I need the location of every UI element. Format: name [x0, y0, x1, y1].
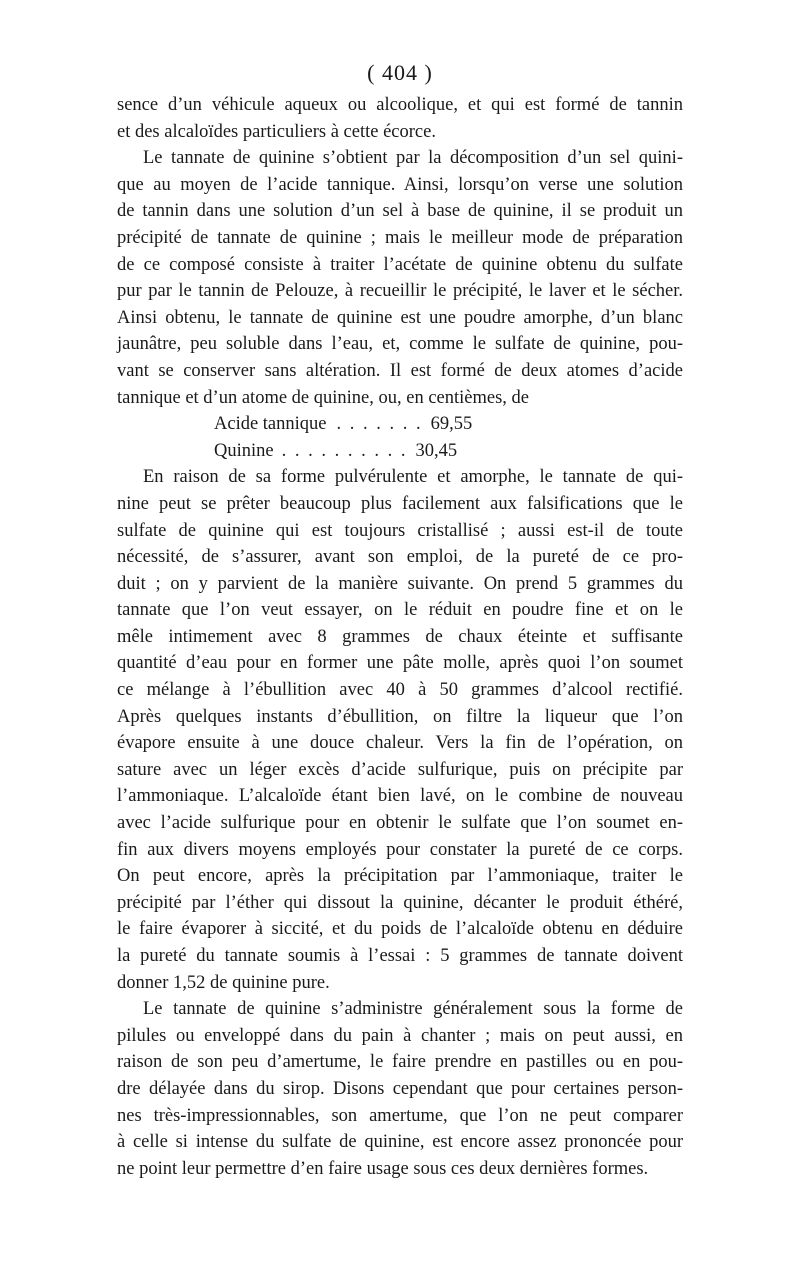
body-text: [117, 92, 683, 1182]
text-line: sence d’un véhicule aqueux ou alcoolique, et qui est formé de tannin: [117, 95, 683, 115]
paragraph: [117, 464, 683, 996]
text-line: pilules ou enveloppé dans du pain à chanter ; mais on peut aussi, en: [117, 1025, 683, 1046]
paragraph: [117, 996, 683, 1182]
text-line: quantité d’eau pour en former une pâte molle, après quoi l’on soumet: [117, 653, 683, 674]
text-line: l’ammoniaque. L’alcaloïde étant bien lavé, on le combine de nouveau: [117, 786, 683, 807]
text-line: nine peut se prêter beaucoup plus facilement aux falsifications que le: [117, 493, 683, 514]
composition-label: Acide tannique: [214, 414, 327, 435]
composition-table: [117, 411, 683, 464]
text-line: sulfate de quinine qui est toujours cristallisé ; aussi est-il de toute: [117, 520, 683, 541]
text-line: vant se conserver sans altération. Il est formé de deux atomes d’acide: [117, 360, 683, 381]
text-line: et des alcaloïdes particuliers à cette écorce.: [117, 121, 436, 142]
composition-row: [117, 411, 683, 438]
composition-dots: . . . . . . .: [336, 414, 423, 435]
text-line: fin aux divers moyens employés pour constater la pureté de ce corps.: [117, 839, 683, 860]
text-line: pur par le tannin de Pelouze, à recueillir le précipité, le laver et le sécher.: [117, 281, 683, 302]
paragraph: [117, 145, 683, 411]
text-line: précipité par l’éther qui dissout la quinine, décanter le produit éthéré,: [117, 892, 683, 913]
text-line: le faire évaporer à siccité, et du poids de l’alcaloïde obtenu en déduire: [117, 919, 683, 940]
text-line: dre délayée dans du sirop. Disons cependant que pour certaines person-: [117, 1078, 683, 1099]
text-line: la pureté du tannate soumis à l’essai : 5 grammes de tannate doivent: [117, 946, 683, 966]
text-line: En raison de sa forme pulvérulente et amorphe, le tannate de qui-: [143, 467, 683, 488]
composition-row: [117, 438, 683, 465]
text-line: à celle si intense du sulfate de quinine, est encore assez prononcée pour: [117, 1132, 683, 1153]
text-line: ne point leur permettre d’en faire usage sous ces deux dernières formes.: [117, 1158, 649, 1179]
text-line: duit ; on y parvient de la manière suivante. On prend 5 grammes du: [117, 573, 683, 594]
text-line: que au moyen de l’acide tannique. Ainsi, lorsqu’on verse une solution: [117, 174, 683, 195]
paragraph: [117, 92, 683, 145]
text-line: sature avec un léger excès d’acide sulfurique, puis on précipite par: [117, 759, 683, 780]
text-line: évapore ensuite à une douce chaleur. Vers la fin de l’opération, on: [117, 733, 683, 754]
text-line: ce mélange à l’ébullition avec 40 à 50 grammes d’alcool rectifié.: [117, 680, 683, 701]
text-line: précipité de tannate de quinine ; mais le meilleur mode de préparation: [117, 227, 683, 248]
text-line: donner 1,52 de quinine pure.: [117, 972, 330, 993]
text-line: mêle intimement avec 8 grammes de chaux éteinte et suffisante: [117, 626, 683, 647]
composition-value: 30,45: [415, 440, 458, 461]
text-line: avec l’acide sulfurique pour en obtenir le sulfate que l’on soumet en-: [117, 813, 683, 834]
text-line: de ce composé consiste à traiter l’acétate de quinine obtenu du sulfate: [117, 254, 683, 275]
text-line: de tannin dans une solution d’un sel à base de quinine, il se produit un: [117, 201, 683, 222]
composition-dots: . . . . . . . . . .: [281, 440, 408, 461]
text-line: jaunâtre, peu soluble dans l’eau, et, comme le sulfate de quinine, pou-: [117, 334, 683, 355]
text-line: tannique et d’un atome de quinine, ou, en centièmes, de: [117, 387, 530, 408]
text-line: Le tannate de quinine s’administre généralement sous la forme de: [143, 999, 683, 1020]
text-line: On peut encore, après la précipitation par l’ammoniaque, traiter le: [117, 866, 683, 887]
text-line: Ainsi obtenu, le tannate de quinine est une poudre amorphe, d’un blanc: [117, 307, 683, 328]
page-number: ( 404 ): [367, 60, 433, 85]
text-line: tannate que l’on veut essayer, on le réduit en poudre fine et on le: [117, 600, 683, 621]
text-line: nes très-impressionnables, son amertume, que l’on ne peut comparer: [117, 1105, 683, 1126]
text-line: raison de son peu d’amertume, le faire prendre en pastilles ou en pou-: [117, 1052, 683, 1073]
text-line: Après quelques instants d’ébullition, on filtre la liqueur que l’on: [117, 706, 683, 727]
composition-label: Quinine: [214, 440, 274, 461]
composition-value: 69,55: [430, 414, 473, 435]
text-line: Le tannate de quinine s’obtient par la décomposition d’un sel quini-: [143, 148, 683, 169]
text-line: nécessité, de s’assurer, avant son emploi, de la pureté de ce pro-: [117, 547, 683, 568]
